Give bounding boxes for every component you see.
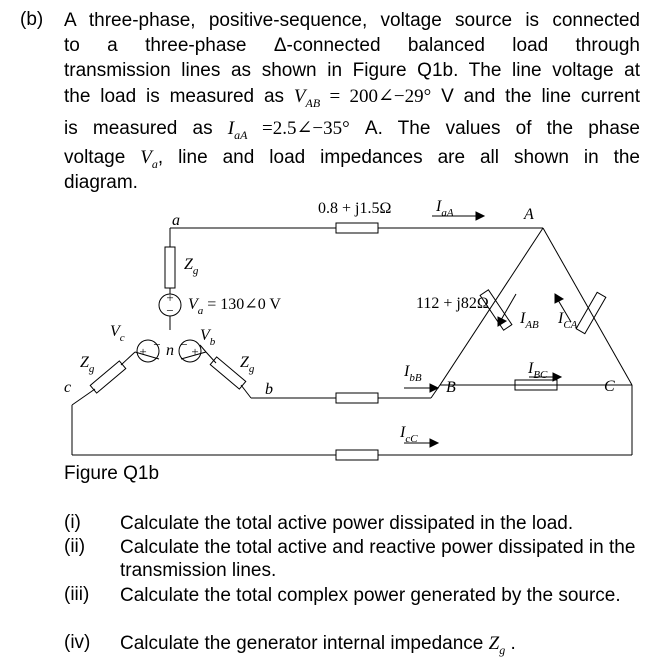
icc-label: $I_{cC}$ [400, 424, 418, 445]
iaa-label: $I_{aA}$ [436, 198, 454, 219]
minus-vb: − [180, 337, 188, 352]
vc-label: $V_c$ [110, 323, 125, 344]
plus-vc: + [139, 344, 147, 359]
vab-value: = 200∠−29° [320, 86, 432, 107]
intro-line-1: A three-phase, positive-sequence, voltage source is connected [64, 10, 640, 31]
vb-label: $V_b$ [200, 327, 216, 348]
node-n-label: n [166, 342, 174, 359]
iaa-value: =2.5∠−35° [247, 118, 350, 139]
intro-line-2: to a three-phase Δ-connected balanced load through [64, 35, 640, 56]
node-a-label: a [172, 212, 180, 229]
question-number: (ii) [64, 536, 86, 557]
zg-a-label: $Z_g$ [184, 256, 199, 277]
intro-line-5: is measured as $I_{aA}$ =2.5∠−35° A. The values of the phase [64, 118, 640, 142]
node-b-label: b [265, 381, 273, 398]
node-c-label: c [64, 379, 72, 396]
question-number: (iii) [64, 584, 90, 605]
va-symbol: V [140, 147, 152, 168]
plus-vb: + [191, 344, 199, 359]
plus-va: + [166, 290, 174, 305]
ibc-label: $I_{BC}$ [528, 360, 548, 381]
question-text: Calculate the total active power dissipated in the load. [120, 513, 574, 534]
intro-line-4: the load is measured as $V_{AB}$ = 200∠−29° V and the line current [64, 86, 640, 110]
figure-caption: Figure Q1b [64, 463, 160, 484]
line-z-b [336, 393, 378, 403]
line-z-c [336, 450, 378, 460]
load-z-label: 112 + j82Ω [416, 295, 489, 312]
part-label: (b) [20, 9, 44, 30]
intro-line-6: voltage $V_a$, line and load impedances are all shown in the [64, 147, 641, 171]
question-text: Calculate the total complex power generated by the source. [120, 585, 621, 606]
question-number: (iv) [64, 632, 91, 653]
zg-a-resistor [165, 247, 175, 288]
question-text: Calculate the total active and reactive power dissipated in the transmission lines. [120, 537, 636, 581]
iaa-symbol: I [227, 118, 235, 139]
question-text: Calculate the generator internal impedance $Z_g$ . [120, 633, 516, 657]
zg-c-resistor [90, 361, 126, 393]
node-C-label: C [604, 378, 615, 395]
intro-line-7: diagram. [64, 172, 138, 193]
zg-b-label: $Z_g$ [240, 354, 255, 375]
va-source-label: $V_a$ = 130∠0 V [188, 296, 281, 317]
arrow-iaa [476, 212, 484, 220]
tri-right-edge [543, 228, 632, 385]
node-A-label: A [524, 206, 534, 223]
arrow-ibb [430, 384, 438, 392]
node-B-label: B [446, 379, 456, 396]
zg-c-label: $Z_g$ [80, 354, 95, 375]
ibb-label: $I_{bB}$ [404, 363, 422, 384]
arrow-icc [430, 439, 438, 447]
line-z-label: 0.8 + j1.5Ω [318, 200, 392, 217]
zg-symbol: Z [488, 633, 500, 654]
iab-label: $I_{AB}$ [520, 310, 539, 331]
intro-line-3: transmission lines as shown in Figure Q1b. The line voltage at [64, 60, 640, 81]
ica-label: $I_{CA}$ [558, 310, 578, 331]
minus-vc: − [153, 337, 161, 352]
question-number: (i) [64, 512, 81, 533]
line-z-a [336, 223, 378, 233]
minus-va: − [166, 303, 174, 318]
vab-symbol: V [293, 86, 306, 107]
